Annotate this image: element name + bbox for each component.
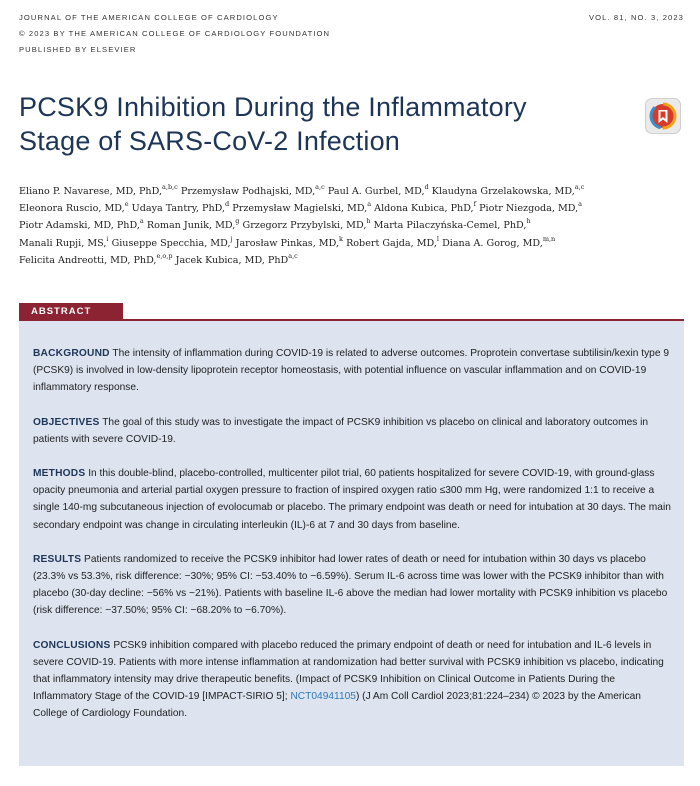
background-text: The intensity of inflammation during COVID-19 is related to adverse outcomes. Proprotein convertase subtilisin/kexin type 9 (PCSK9) is involved in low-density lipoprotein receptor homeostasis, with potential influence on vascular inflammation and on COVID-19 inflammatory response. (33, 348, 669, 394)
author-name: Felicita Andreotti, MD, PhD, (19, 254, 157, 266)
author-name: Roman Junik, MD, (146, 220, 236, 232)
background-label: BACKGROUND (33, 348, 110, 359)
author-affiliation: e,o,p (156, 251, 173, 260)
author-affiliation: i (106, 234, 109, 243)
article-title (19, 90, 639, 158)
journal-name: JOURNAL OF THE AMERICAN COLLEGE OF CARDIOLOGY (19, 13, 279, 22)
author-name: Piotr Niezgoda, MD, (479, 203, 579, 215)
author-name: Piotr Adamski, MD, PhD, (19, 220, 140, 232)
author-affiliation: a (578, 200, 583, 209)
author (19, 251, 173, 266)
author-affiliation: a,c (315, 183, 325, 191)
author (175, 251, 298, 266)
author-name: Marta Pilaczyńska-Cemel, PhD, (373, 220, 527, 232)
author-name: Grzegorz Przybylski, MD, (242, 220, 367, 232)
author (19, 234, 109, 249)
conclusions-section (33, 637, 675, 723)
author-name: Diana A. Gorog, MD, (442, 237, 543, 249)
author-name: Aldona Kubica, PhD, (374, 203, 474, 215)
conclusions-text: PCSK9 inhibition compared with placebo reduced the primary endpoint of death or need for intubation and IL-6 levels in severe COVID-19. Patients with more intense inflammation at randomization had better survival with PCSK9 inhibition vs placebo, indicating that inflammatory intensity may drive therapeutic benefits. (Impact of PCSK9 Inhibition on Clinical Outcome in Patients During the Inflammatory Stage of the COVID-19 [IMPACT-SIRIO 5]; (33, 639, 664, 703)
author-affiliation: a,c (288, 251, 298, 260)
author-affiliation: h (526, 217, 531, 226)
author-affiliation: j (230, 234, 233, 243)
author-affiliation: e (124, 200, 129, 209)
author (242, 217, 371, 232)
results-label: RESULTS (33, 553, 82, 565)
author-name: Giuseppe Specchia, MD, (111, 237, 231, 249)
author-affiliation: l (436, 234, 440, 243)
author-name: Eliano P. Navarese, MD, PhD, (19, 186, 162, 197)
author-name: Klaudyna Grzelakowska, MD, (431, 186, 575, 197)
author-name: Manali Rupji, MS, (19, 237, 107, 249)
author-name: Paul A. Gurbel, MD, (327, 186, 425, 197)
author (180, 183, 325, 197)
results-section (33, 551, 675, 620)
author (374, 200, 477, 215)
methods-text: In this double-blind, placebo-controlled, multicenter pilot trial, 60 patients hospitalized for severe COVID-19, with ground-glass opacity pneumonia and arterial partial oxygen pressure to fraction of inspired oxygen ratio ≤300 mm Hg, were randomized 1:1 to receive a single 140-mg subcutaneous injection of evolocumab or placebo. The primary endpoint was death or need for intubation at 30 days. The main secondary endpoint was change in circulating interleukin (IL)-6 at 7 and 30 days from baseline. (33, 468, 671, 531)
trial-registration-link[interactable]: NCT04941105 (290, 691, 356, 703)
author-affiliation: a,b,c (162, 183, 178, 191)
author-name: Eleonora Ruscio, MD, (19, 203, 125, 215)
author-name: Przemysław Podhajski, MD, (180, 186, 316, 197)
journal-header (19, 10, 330, 58)
author (146, 217, 240, 232)
abstract-content (33, 345, 675, 740)
author (346, 234, 440, 249)
author (232, 200, 372, 215)
objectives-label: OBJECTIVES (33, 416, 100, 428)
author (131, 200, 230, 215)
author-affiliation: k (339, 234, 343, 243)
objectives-text: The goal of this study was to investigate the impact of PCSK9 inhibition vs placebo on clinical and laboratory outcomes in patients with severe COVID-19. (33, 416, 649, 445)
author-name: Udaya Tantry, PhD, (131, 203, 226, 215)
results-text: Patients randomized to receive the PCSK9 inhibitor had lower rates of death or need for intubation within 30 days vs placebo (23.3% vs 53.3%, risk difference: −30%; 95% CI: −53.40% to −6.59%). Serum IL-6 across time was lower with the PCSK9 inhibitor than with placebo (30-day decline: −56% vs −21%). Patients with baseline IL-6 above the median had lower mortality with PCSK9 inhibition vs placebo (risk difference: −37.50%; 95% CI: −68.20% to −6.70%). (33, 553, 668, 617)
author (373, 217, 531, 232)
author (19, 217, 144, 232)
background-section (33, 345, 675, 397)
title-line-2: Stage of SARS-CoV-2 Infection (19, 126, 401, 156)
objectives-section (33, 414, 675, 448)
author (19, 183, 178, 197)
conclusions-label: CONCLUSIONS (33, 639, 111, 651)
author (327, 183, 429, 197)
author-name: Przemysław Magielski, MD, (232, 203, 368, 215)
author (19, 200, 129, 215)
author-affiliation: d (225, 200, 230, 209)
copyright-line: © 2023 BY THE AMERICAN COLLEGE OF CARDIOLOGY FOUNDATION (19, 29, 331, 38)
bookmark-icon (646, 99, 680, 133)
author-name: Robert Gajda, MD, (346, 237, 437, 249)
author-affiliation: g (235, 217, 240, 226)
author-affiliation: h (366, 217, 371, 226)
author (479, 200, 583, 215)
author-affiliation: a (139, 217, 144, 226)
publisher-line: PUBLISHED BY ELSEVIER (19, 45, 137, 54)
abstract-tab: ABSTRACT (19, 303, 123, 321)
check-for-updates-icon[interactable] (645, 98, 681, 134)
author-affiliation: a,c (574, 183, 585, 191)
author-affiliation: f (473, 200, 477, 209)
author-name: Jacek Kubica, MD, PhD (175, 254, 289, 266)
title-line-1: PCSK9 Inhibition During the Inflammatory (19, 92, 527, 122)
volume-info: VOL. 81, NO. 3, 2023 (588, 13, 684, 22)
author-list (19, 183, 684, 269)
methods-label: METHODS (33, 468, 86, 480)
methods-section (33, 465, 675, 534)
author (442, 234, 556, 249)
author-affiliation: a (367, 200, 372, 209)
author (431, 183, 585, 197)
author-affiliation: m,n (542, 234, 556, 243)
author (235, 234, 343, 249)
author-name: Jarosław Pinkas, MD, (235, 237, 340, 249)
citation-text: ) (J Am Coll Cardiol 2023;81:224–234) © 2023 by the American College of Cardiology Foundation. (33, 691, 641, 720)
author (111, 234, 233, 249)
author-affiliation: d (424, 183, 429, 191)
